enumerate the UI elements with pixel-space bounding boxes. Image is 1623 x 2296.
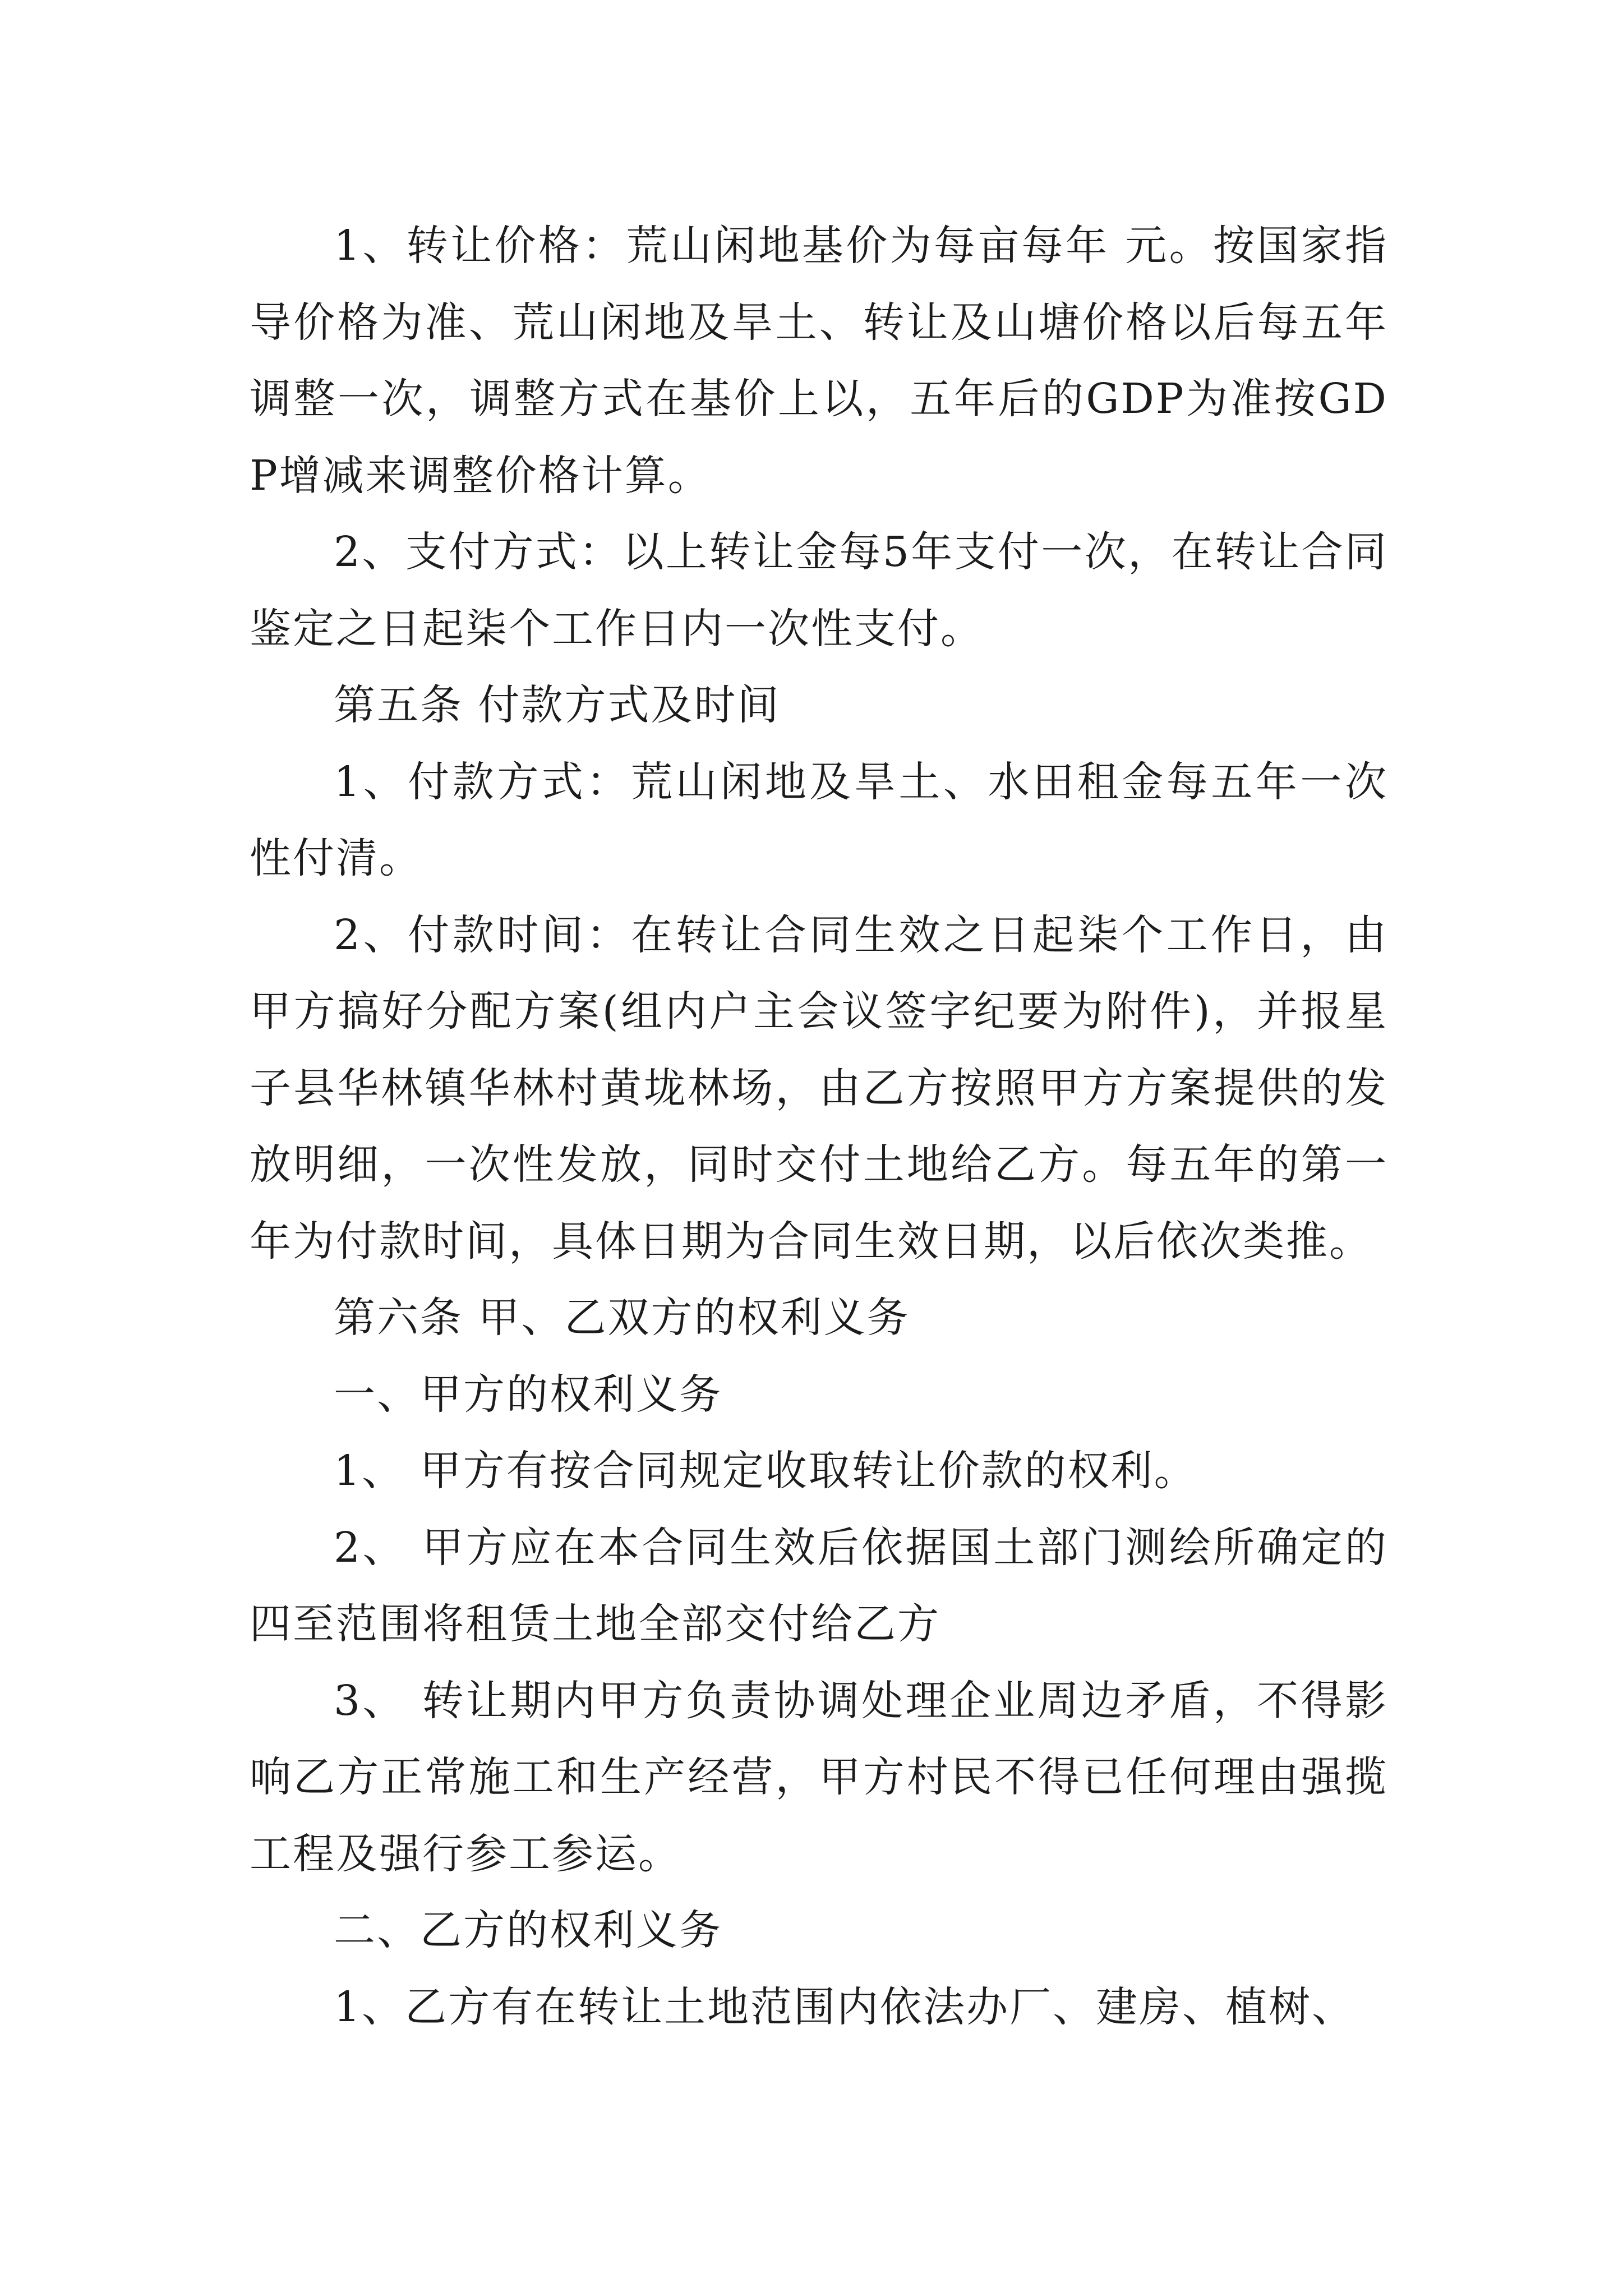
party-a-item-1: 1、 甲方有按合同规定收取转让价款的权利。 <box>334 1447 1197 1495</box>
article-5-heading: 第五条 付款方式及时间 <box>334 681 781 729</box>
clause-transfer-price: 1、转让价格：荒山闲地基价为每亩每年 元。按国家指导价格为准、荒山闲地及旱土、转让及山塘价格以后每五年调整一次，调整方式在基价上以，五年后的GDP为准按GDP增减来调整价格计算。 <box>250 222 1388 500</box>
article-6-heading: 第六条 甲、乙双方的权利义务 <box>334 1294 910 1342</box>
party-b-item-1: 1、乙方有在转让土地范围内依法办厂、建房、植树、 <box>334 1982 1355 2031</box>
article-5-item-1: 1、付款方式：荒山闲地及旱土、水田租金每五年一次性付清。 <box>250 757 1388 882</box>
clause-payment-method: 2、支付方式：以上转让金每5年支付一次，在转让合同鉴定之日起柒个工作日内一次性支付。 <box>250 528 1388 653</box>
party-b-section-heading: 二、乙方的权利义务 <box>334 1906 722 1954</box>
document-body <box>250 208 1388 2045</box>
party-a-item-3: 3、 转让期内甲方负责协调处理企业周边矛盾，不得影响乙方正常施工和生产经营，甲方村民不得已任何理由强揽工程及强行参工参运。 <box>250 1676 1388 1878</box>
party-a-section-heading: 一、甲方的权利义务 <box>334 1370 722 1419</box>
party-a-item-2: 2、 甲方应在本合同生效后依据国土部门测绘所确定的四至范围将租赁土地全部交付给乙方 <box>250 1523 1388 1648</box>
article-5-item-2: 2、付款时间：在转让合同生效之日起柒个工作日，由甲方搞好分配方案(组内户主会议签字纪要为附件)，并报星子县华林镇华林村黄垅林场，由乙方按照甲方方案提供的发放明细，一次性发放，同时交付土地给乙方。每五年的第一年为付款时间，具体日期为合同生效日期，以后依次类推。 <box>250 910 1388 1266</box>
